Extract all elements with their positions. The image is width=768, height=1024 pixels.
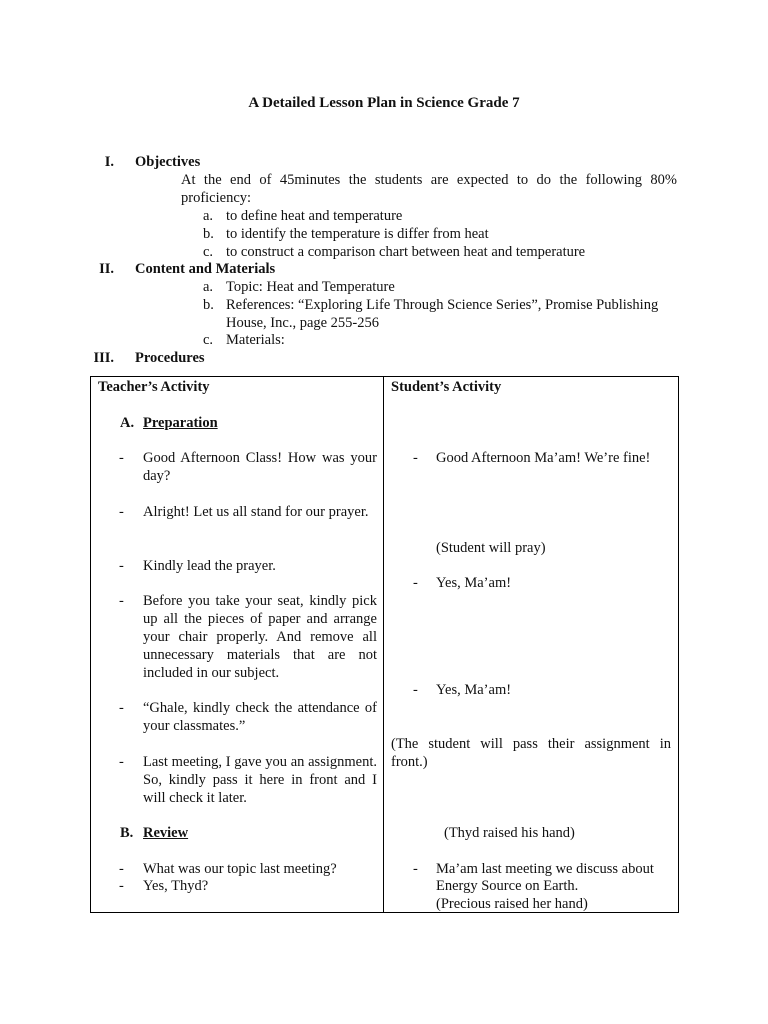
section-numeral-procedures: III. bbox=[93, 350, 114, 366]
dash: - bbox=[413, 682, 418, 698]
dash: - bbox=[119, 504, 124, 520]
student-line: (Student will pray) bbox=[436, 540, 546, 556]
dash: - bbox=[413, 575, 418, 591]
teacher-activity-header: Teacher’s Activity bbox=[98, 379, 210, 395]
dash: - bbox=[119, 861, 124, 877]
teacher-line: Before you take your seat, kindly pick up all the pieces of paper and arrange your chair properly. And remove all unnecessary materials that are not included in our subject. bbox=[143, 593, 377, 681]
student-line: (The student will pass their assignment in front.) bbox=[391, 736, 671, 770]
section-heading-content: Content and Materials bbox=[135, 261, 276, 277]
dash: - bbox=[119, 593, 124, 609]
teacher-line: Last meeting, I gave you an assignment. So, kindly pass it here in front and I will check it later. bbox=[143, 754, 377, 806]
objectives-intro-line1: At the end of 45minutes the students are expected to do the following 80% bbox=[181, 172, 677, 188]
dash: - bbox=[119, 878, 124, 894]
content-item-materials: Materials: bbox=[226, 332, 285, 348]
dash: - bbox=[119, 754, 124, 770]
objectives-intro-line2: proficiency: bbox=[181, 190, 252, 206]
student-line: Ma’am last meeting we discuss about bbox=[436, 861, 654, 877]
objective-marker: a. bbox=[203, 208, 214, 224]
teacher-line: What was our topic last meeting? bbox=[143, 861, 337, 877]
content-item-topic: Topic: Heat and Temperature bbox=[226, 279, 395, 295]
review-heading: Review bbox=[143, 825, 189, 841]
student-line: (Precious raised her hand) bbox=[436, 896, 588, 912]
teacher-line: Good Afternoon Class! How was your day? bbox=[143, 450, 377, 484]
activity-table bbox=[90, 376, 679, 913]
teacher-line: Alright! Let us all stand for our prayer. bbox=[143, 504, 369, 520]
student-line: Good Afternoon Ma’am! We’re fine! bbox=[436, 450, 651, 466]
student-line: Yes, Ma’am! bbox=[436, 575, 512, 591]
content-item-references: References: “Exploring Life Through Science Series”, Promise Publishing House, Inc., page 255-256 bbox=[226, 297, 659, 331]
preparation-marker: A. bbox=[120, 415, 135, 431]
section-numeral-objectives: I. bbox=[104, 154, 114, 170]
dash: - bbox=[119, 558, 124, 574]
section-heading-objectives: Objectives bbox=[135, 154, 201, 170]
objective-marker: c. bbox=[203, 244, 214, 260]
dash: - bbox=[413, 450, 418, 466]
preparation-heading: Preparation bbox=[143, 415, 218, 431]
student-line: (Thyd raised his hand) bbox=[444, 825, 575, 841]
student-line: Energy Source on Earth. bbox=[436, 878, 579, 894]
student-activity-column bbox=[384, 377, 679, 913]
objective-item: to define heat and temperature bbox=[226, 208, 403, 224]
dash: - bbox=[119, 450, 124, 466]
document-title: A Detailed Lesson Plan in Science Grade 7 bbox=[248, 95, 520, 111]
student-activity-header: Student’s Activity bbox=[391, 379, 502, 395]
dash: - bbox=[413, 861, 418, 877]
review-marker: B. bbox=[120, 825, 134, 841]
teacher-activity-column bbox=[91, 377, 384, 913]
objective-item: to identify the temperature is differ from heat bbox=[226, 226, 489, 242]
section-numeral-content: II. bbox=[99, 261, 114, 277]
section-heading-procedures: Procedures bbox=[135, 350, 205, 366]
objective-item: to construct a comparison chart between heat and temperature bbox=[226, 244, 586, 260]
content-marker: a. bbox=[203, 279, 214, 295]
content-marker: b. bbox=[203, 297, 214, 313]
objective-marker: b. bbox=[203, 226, 214, 242]
dash: - bbox=[119, 700, 124, 716]
content-marker: c. bbox=[203, 332, 214, 348]
teacher-line: “Ghale, kindly check the attendance of your classmates.” bbox=[143, 700, 377, 734]
student-line: Yes, Ma’am! bbox=[436, 682, 512, 698]
teacher-line: Kindly lead the prayer. bbox=[143, 558, 276, 574]
teacher-line: Yes, Thyd? bbox=[143, 878, 209, 894]
